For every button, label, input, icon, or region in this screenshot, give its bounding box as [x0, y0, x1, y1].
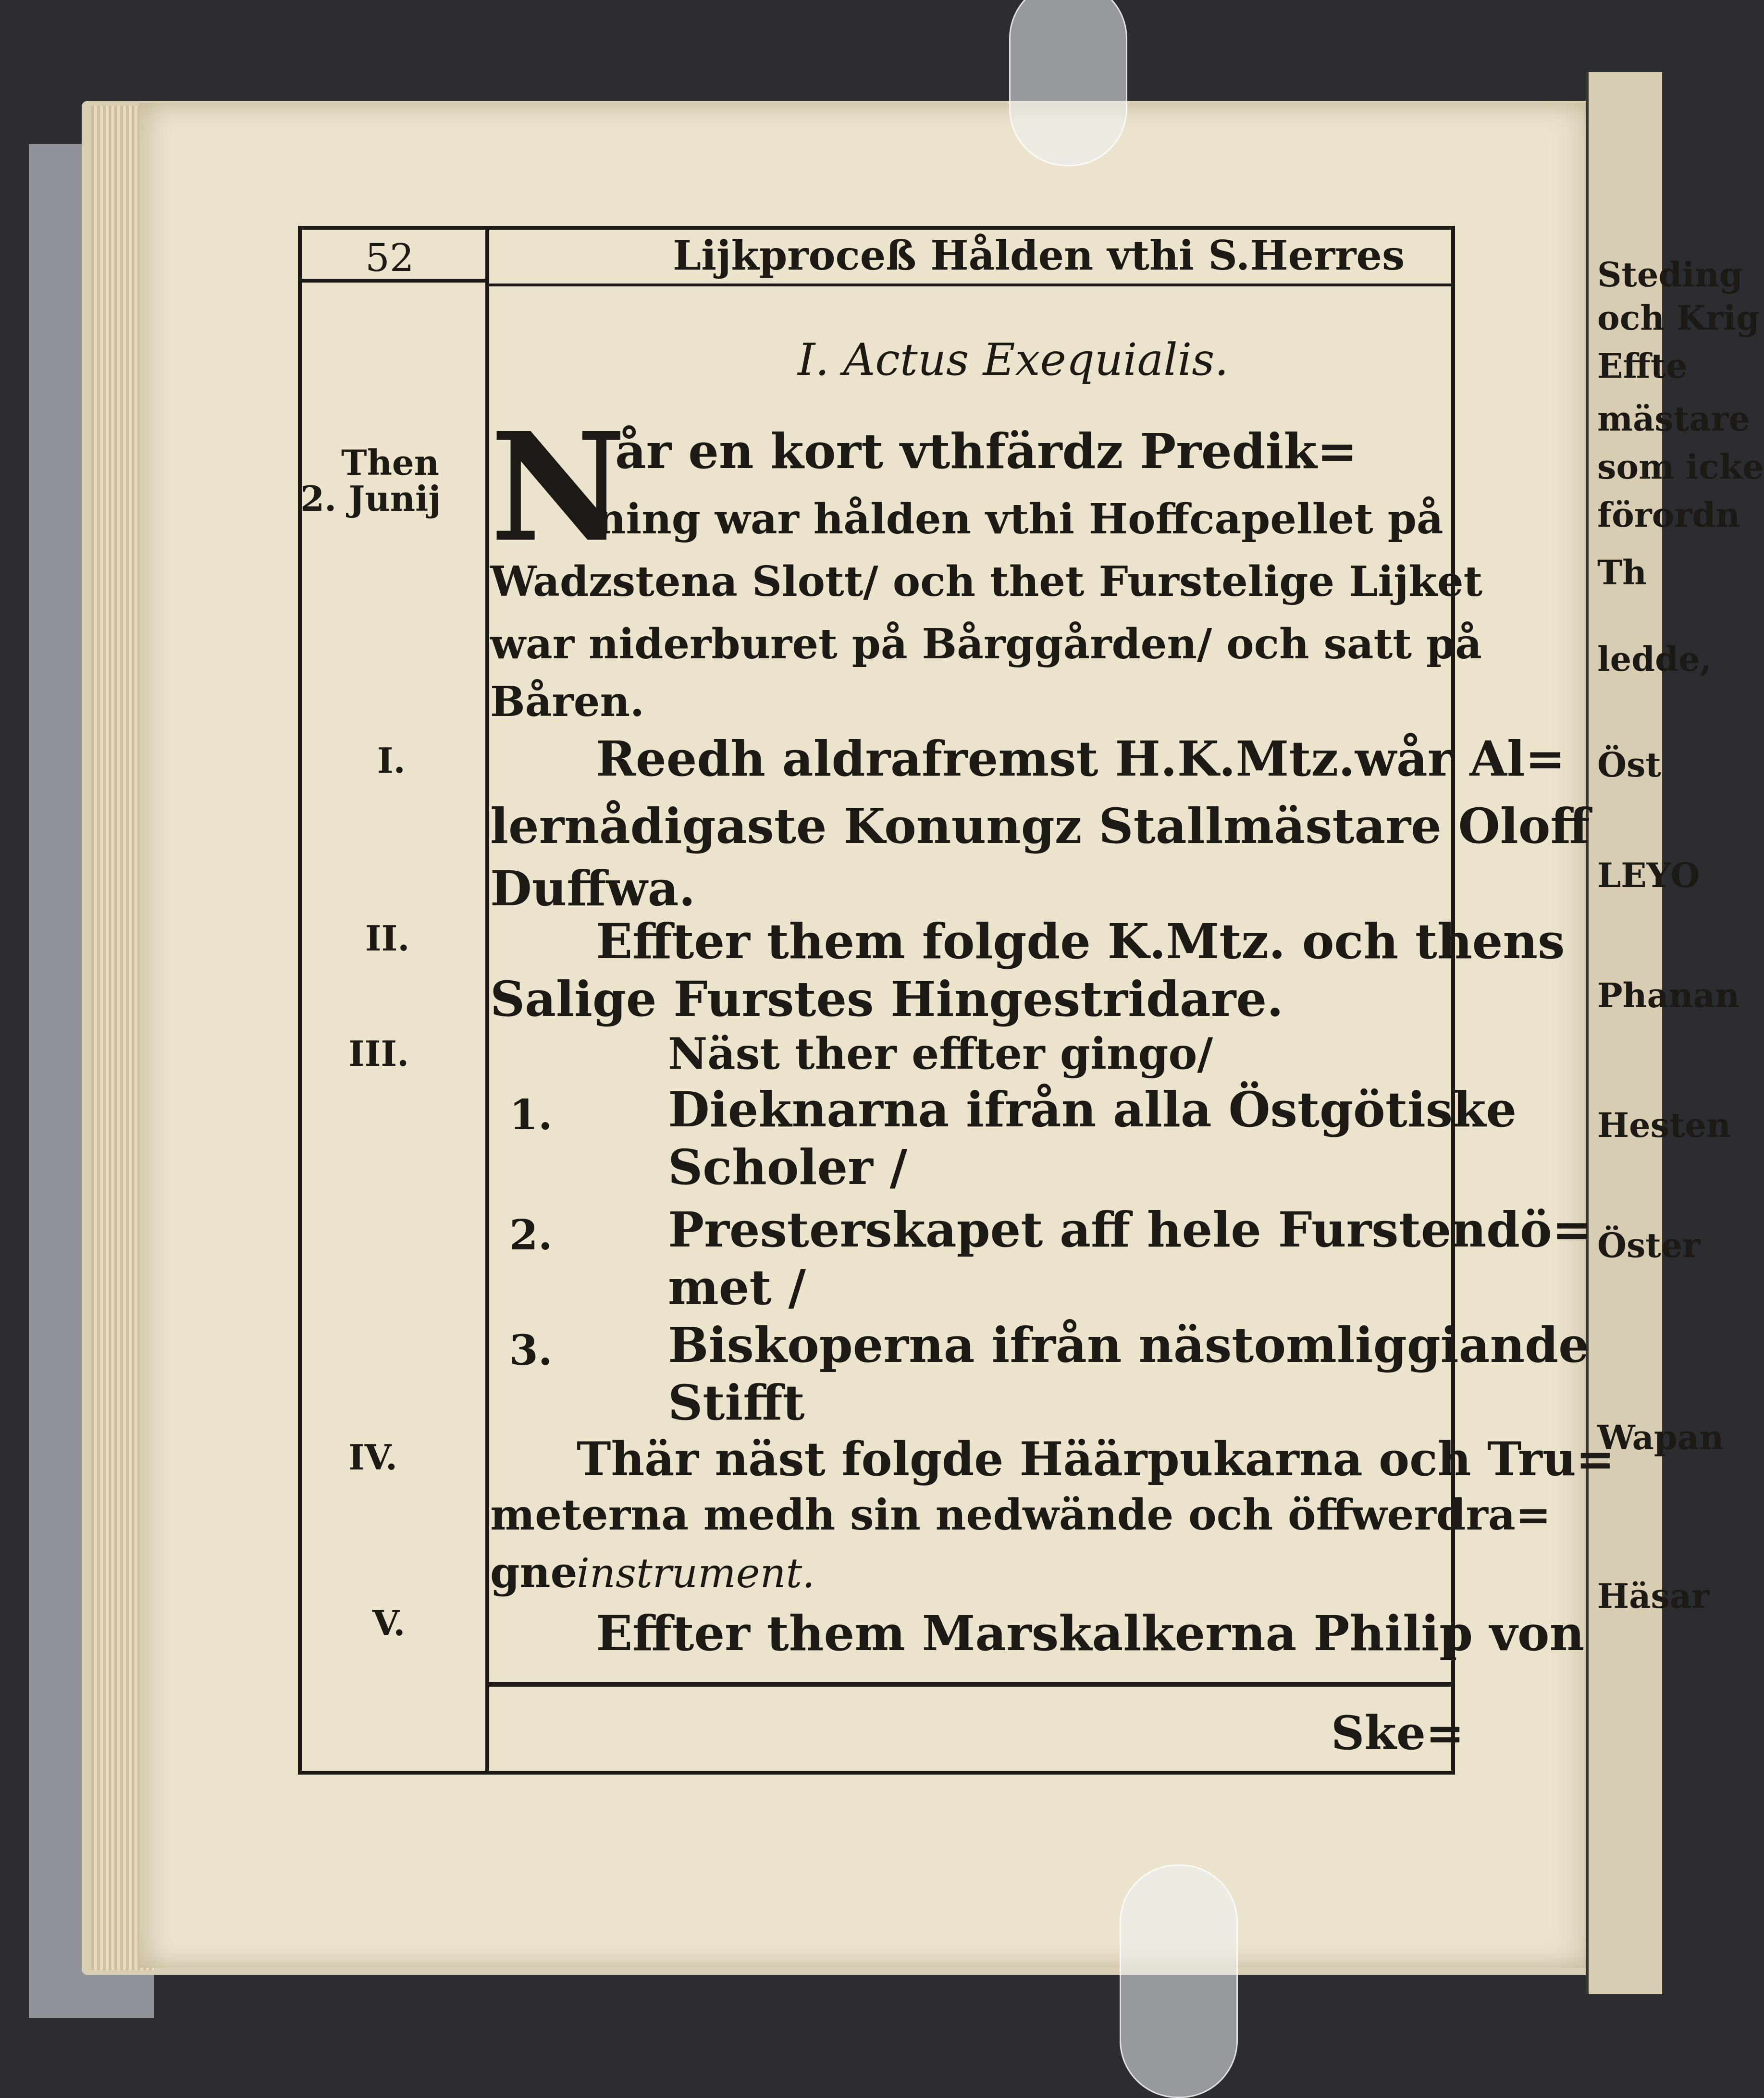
margin-number: V.	[372, 1603, 406, 1643]
margin-date-line: Then	[341, 442, 440, 483]
facing-fragment: Effte	[1597, 346, 1688, 386]
body-line: Wadzstena Slott/ och thet Furstelige Lijket	[490, 557, 1483, 606]
body-line: gne	[490, 1547, 578, 1597]
frame-rule-right	[1451, 226, 1455, 1773]
facing-fragment: LEYO	[1597, 855, 1700, 895]
body-line: Effter them folgde K.Mtz. och thens	[596, 913, 1565, 970]
margin-number: III.	[348, 1033, 409, 1074]
facing-page	[1586, 72, 1764, 1994]
body-line: Scholer /	[668, 1139, 908, 1196]
body-line: Stifft	[668, 1374, 805, 1431]
body-line: war niderburet på Bårggården/ och satt på	[490, 620, 1482, 668]
facing-fragment: Th	[1597, 553, 1647, 592]
text-block-bottom-rule	[485, 1682, 1455, 1687]
facing-fragment: Phanan	[1597, 975, 1740, 1015]
body-line: Biskoperna ifrån nästomliggiande	[668, 1317, 1589, 1373]
facing-fragment: mästare	[1597, 399, 1750, 439]
frame-rule-left	[298, 226, 302, 1773]
facing-fragment: och Krig	[1597, 298, 1760, 338]
decorated-initial: N	[490, 400, 627, 575]
body-line: met /	[668, 1259, 806, 1316]
margin-number: IV.	[348, 1437, 398, 1478]
facing-fragment: ledde,	[1597, 639, 1712, 679]
facing-fragment: Öster	[1597, 1225, 1701, 1265]
facing-fragment: som icke	[1597, 447, 1764, 487]
facing-fragment: Steding	[1597, 255, 1743, 295]
body-line: Näst ther effter gingo/	[668, 1028, 1213, 1079]
body-line: ning war hålden vthi Hoffcapellet på	[596, 495, 1443, 543]
body-line: Reedh aldrafremst H.K.Mtz.wår Al=	[596, 730, 1566, 787]
facing-fragment: Häsar	[1597, 1576, 1710, 1616]
body-line: Thär näst folgde Häärpukarna och Tru=	[577, 1432, 1615, 1486]
running-head: Lijkproceß Hålden vthi S.Herres	[673, 232, 1405, 279]
margin-number: I.	[377, 740, 406, 781]
margin-column-rule	[485, 226, 489, 1773]
frame-rule-bottom	[298, 1771, 1455, 1775]
facing-fragment: förordn	[1597, 495, 1740, 535]
page-holder-clip-bottom	[1120, 1864, 1238, 2098]
body-line: meterna medh sin nedwände och öffwerdra=	[490, 1490, 1551, 1540]
body-line: Båren.	[490, 678, 644, 726]
catchword: Ske=	[1331, 1706, 1465, 1760]
header-rule-right	[489, 284, 1451, 286]
body-line: Dieknarna ifrån alla Östgötiske	[668, 1081, 1517, 1138]
list-number: 3.	[509, 1326, 553, 1375]
page-holder-clip-top	[1009, 0, 1127, 166]
facing-fragment: Wapan	[1597, 1418, 1724, 1457]
body-line: Duffwa.	[490, 860, 696, 917]
facing-fragment: Öst	[1597, 745, 1661, 785]
body-line: lernådigaste Konungz Stallmästare Oloff	[490, 798, 1590, 854]
body-line: Presterskapet aff hele Furstendö=	[668, 1201, 1592, 1258]
section-title: I. Actus Exequialis.	[798, 334, 1229, 385]
body-line: Salige Furstes Hingestridare.	[490, 971, 1283, 1027]
list-number: 2.	[509, 1211, 553, 1259]
body-line: år en kort vthfärdz Predik=	[615, 423, 1357, 480]
list-number: 1.	[509, 1091, 553, 1139]
body-line-italic: instrument.	[577, 1550, 815, 1597]
page-number: 52	[365, 235, 414, 280]
margin-number: II.	[365, 918, 410, 959]
body-line: Effter them Marskalkerna Philip von	[596, 1605, 1585, 1662]
frame-rule-top	[298, 226, 1455, 230]
margin-date-line: 2. Junij	[300, 478, 441, 519]
facing-fragment: Hesten	[1597, 1105, 1731, 1145]
